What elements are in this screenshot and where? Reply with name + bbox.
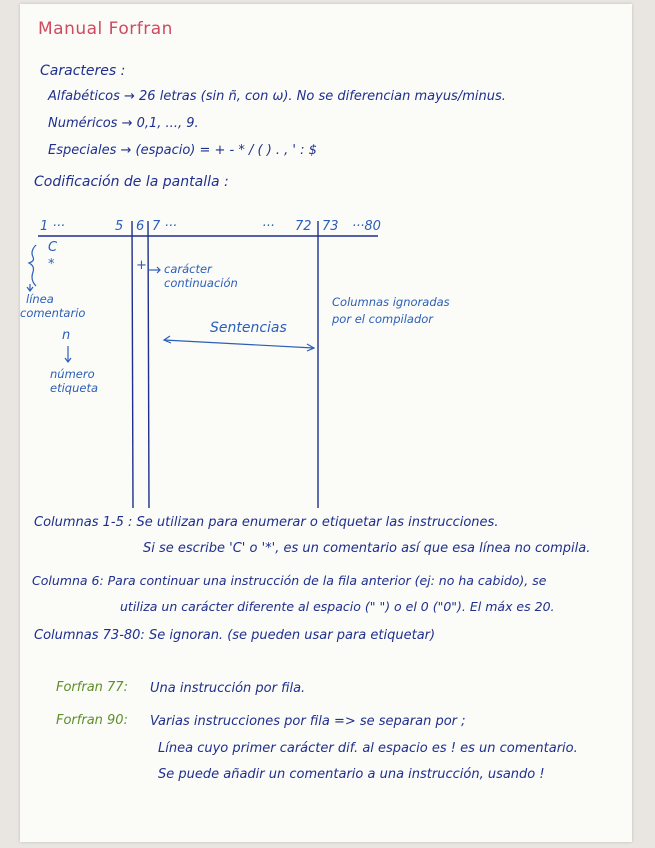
numero-label: número <box>50 367 95 381</box>
rule-columns-73-80: Columnas 73-80: Se ignoran. (se pueden usar para etiquetar) <box>34 628 436 643</box>
caracteres-heading: Caracteres : <box>40 63 126 79</box>
col-label-5: 5 <box>115 219 124 234</box>
col-label-73: 73 <box>322 219 339 234</box>
alfabeticos-line: Alfabéticos → 26 letras (sin ñ, con ω). No se diferencian mayus/minus. <box>48 89 506 104</box>
numericos-line: Numéricos → 0,1, ..., 9. <box>48 116 199 131</box>
forfran90-line3: Se puede añadir un comentario a una instrucción, usando ! <box>158 767 545 782</box>
forfran77-label: Forfran 77: <box>56 680 128 695</box>
page-title: Manual Forfran <box>38 19 173 39</box>
rule-columns-1-5: Columnas 1-5 : Se utilizan para enumerar o etiquetar las instrucciones. <box>34 515 499 530</box>
col-label-1: 1 ··· <box>40 219 65 234</box>
n-label: n <box>62 328 71 343</box>
forfran90-label: Forfran 90: <box>56 713 128 728</box>
continuacion-label: continuación <box>164 276 238 290</box>
ignoradas-label-2: por el compilador <box>332 312 434 326</box>
col-label-7: 7 ··· <box>152 219 177 234</box>
comment-char-star: * <box>48 257 55 272</box>
continuation-plus: + <box>136 258 147 273</box>
sentencias-arrow-line <box>164 340 314 348</box>
forfran77-text: Una instrucción por fila. <box>150 681 306 696</box>
rule-column-6: Columna 6: Para continuar una instrucción de la fila anterior (ej: no ha cabido), se <box>32 573 547 588</box>
forfran90-line1: Varias instrucciones por fila => se separan por ; <box>150 714 466 729</box>
comentario-label: comentario <box>20 306 86 320</box>
sentencias-label: Sentencias <box>210 320 287 336</box>
rule-column-6-b: utiliza un carácter diferente al espacio (" ") o el 0 ("0"). El máx es 20. <box>120 599 555 614</box>
especiales-line: Especiales → (espacio) = + - * / ( ) . , ' : $ <box>48 143 317 158</box>
caracter-label: carácter <box>164 262 212 276</box>
brace-icon <box>29 245 36 286</box>
column-5-divider <box>132 221 133 508</box>
rule-columns-1-5-b: Si se escribe 'C' o '*', es un comentario así que esa línea no compila. <box>143 541 591 556</box>
comment-char-c: C <box>48 240 58 255</box>
col-label-dots: ··· <box>262 219 275 234</box>
etiqueta-label: etiqueta <box>50 381 98 395</box>
col-label-80: ···80 <box>352 219 381 234</box>
col-label-6: 6 <box>136 219 145 234</box>
ignoradas-label-1: Columnas ignoradas <box>332 295 450 309</box>
forfran90-line2: Línea cuyo primer carácter dif. al espacio es ! es un comentario. <box>158 741 578 756</box>
codificacion-heading: Codificación de la pantalla : <box>34 174 229 190</box>
column-6-divider <box>148 221 149 508</box>
col-label-72: 72 <box>295 219 312 234</box>
linea-label: línea <box>26 292 54 306</box>
arrow-left-icon <box>164 336 171 343</box>
